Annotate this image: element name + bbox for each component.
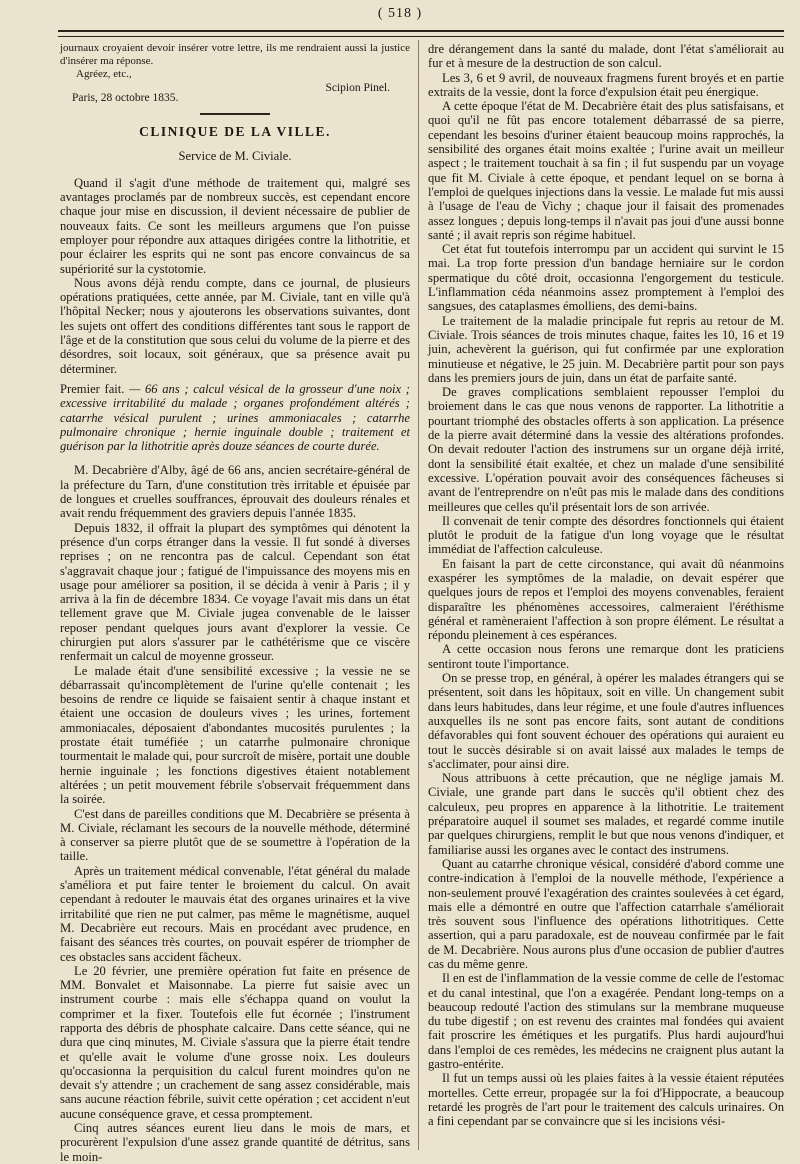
paragraph: Les 3, 6 et 9 avril, de nouveaux fragmens furent broyés et en partie extraits de la vessie, dont la force d'expulsion était peu énergique. bbox=[428, 70, 784, 99]
letter-salutation: Agréez, etc., bbox=[76, 67, 132, 80]
paragraph: Quant au catarrhe chronique vésical, considéré d'abord comme une contre-indication à l'emploi de la nouvelle méthode, l'expérience a non-seulement prouvé l'exagération des craintes soulevées à cet égard, mais elle a démontré en outre que l'affection catarrhale s'améliorait très souvent sous l'influence des opérations lithotritiques. Cette assertion, qui a paru paradoxale, est de nouveau confirmée par le fait de M. Decabrière. Nous aurons plus d'une occasion de publier d'autres cas du même genre. bbox=[428, 856, 784, 971]
paragraph: Cinq autres séances eurent lieu dans le mois de mars, et procurèrent l'expulsion d'une assez grande quantité de détritus, sans le moin- bbox=[60, 1121, 410, 1164]
paragraph: C'est dans de pareilles conditions que M. Decabrière se présenta à M. Civiale, réclamant les secours de la nouvelle méthode, déterminé à conserver sa pierre plutôt que de se soumettre à l'opération de la taille. bbox=[60, 806, 410, 864]
section-subtitle: Service de M. Civiale. bbox=[178, 149, 292, 164]
paragraph: Il convenait de tenir compte des désordres fonctionnels qui étaient plutôt le produit de la fatigue d'un long voyage que le résultat immédiat de l'affection calculeuse. bbox=[428, 513, 784, 557]
paragraph: A cette occasion nous ferons une remarque dont les praticiens sentiront toute l'importance. bbox=[428, 642, 784, 671]
letter-place-date: Paris, 28 octobre 1835. bbox=[72, 92, 179, 105]
case-label: Premier fait. bbox=[60, 381, 125, 396]
paragraph: De graves complications semblaient repousser l'emploi du broiement dans le cas que nous venons de rapporter. La lithotritie a pourtant triomphé des obstacles offerts à son application. La présence de la pierre avait déterminé dans la vessie des altérations profondes. On devait redouter l'action des instrumens sur un organe déjà irrité, dont la sensibilité était exaltée, et chez un malade d'une sensibilité excessive. L'opération pouvait avoir des conséquences fâcheuses si avant de l'entreprendre on n'eût pas mis le malade dans des conditions meilleures que celles qu'il présentait lors de son arrivée. bbox=[428, 385, 784, 514]
case-summary bbox=[60, 382, 410, 453]
paragraph: Nous attribuons à cette précaution, que ne néglige jamais M. Civiale, une grande part dans le succès qu'il obtient chez des calculeux, peu propres en apparence à la lithotritie. Le traitement préparatoire auquel il soumet ses malades, et regardé comme inutile par quelques chirurgiens, remplit le but que nous venons d'indiquer, et familiarise aussi les organes avec le contact des instrumens. bbox=[428, 771, 784, 857]
header-rule bbox=[58, 30, 784, 37]
section-title: CLINIQUE DE LA VILLE. bbox=[139, 124, 331, 140]
paragraph: Le malade était d'une sensibilité excessive ; la vessie ne se débarrassait qu'incomplètement de l'urine qu'elle contenait ; les besoins de rendre ce liquide se faisaient sentir à chaque instant et étaient une occasion de douleurs vives ; les urines, fortement ammoniacales, déposaient d'abondantes mucosités purulentes ; la prostate était tuméfiée ; un catarrhe pulmonaire chronique tourmentait le malade qui, pour surcroît de misère, portait une double hernie inguinale ; les fonctions digestives étaient notablement altérées ; un petit mouvement fébrile s'observait fréquemment dans la soirée. bbox=[60, 663, 410, 807]
paragraph: A cette époque l'état de M. Decabrière était des plus satisfaisans, et quoi qu'il ne fût pas encore totalement débarrassé de sa pierre, cependant les besoins d'uriner étaient beaucoup moins rapprochés, la sensibilité des organes était moins exaltée ; l'urine avait un meilleur aspect ; le traitement touchait à sa fin ; il fut suspendu par un voyage que fit M. Civiale à cette époque, et pendant lequel on se borna à l'emploi de quelques injections dans la vessie. Le malade fut mis aussi à l'usage de l'eau de Vichy ; chaque jour il faisait des promenades assez longues ; depuis long-temps il n'avait pas joui d'une aussi bonne santé ; il avait repris son régime habituel. bbox=[428, 99, 784, 242]
paragraph: Après un traitement médical convenable, l'état général du malade s'améliora et put faire tenter le broiement du calcul. On avait cependant à redouter le mauvais état des organes urinaires et la vive irritabilité que rien ne put calmer, pas même le magnétisme, auquel M. Decabrière eut recours. Mais en procédant avec prudence, en faisant des séances très courtes, on pouvait espérer de triompher de ces obstacles sans accident fâcheux. bbox=[60, 863, 410, 964]
paragraph: Quand il s'agit d'une méthode de traitement qui, malgré ses avantages proclamés par de nombreux succès, est cependant encore chaque jour mise en discussion, il devient nécessaire de publier de nouveaux faits. Ce sont les meilleurs argumens que l'on puisse employer pour répondre aux attaques dirigées contre la lithotritie, et pour éclairer les esprits qui ne sont pas encore convaincus de sa supériorité sur la cystotomie. bbox=[60, 175, 410, 276]
paragraph: On se presse trop, en général, à opérer les malades étrangers qui se présentent, soit dans les hôpitaux, soit en ville. Un changement subit dans leurs habitudes, dans leur régime, et une foule d'autres influences auxquelles ils ne sont pas encore faits, sont autant de conditions défavorables qui font souvent échouer des opérations qui auraient eu tout le succès désirable si on avait laissé aux malades le temps de s'acclimater, pour ainsi dire. bbox=[428, 671, 784, 771]
paragraph: Il en est de l'inflammation de la vessie comme de celle de l'estomac et du canal intestinal, que l'on a exagérée. Pendant long-temps on a beaucoup redouté l'action des stimulans sur la membrane muqueuse du tube digestif ; on est revenu des craintes mal fondées qui avaient fait proscrire les émétiques et les purgatifs. Plus hardi aujourd'hui dans l'emploi de ces remèdes, les médecins ne craignent plus autant la gastro-entérite. bbox=[428, 971, 784, 1072]
letter-signature: Scipion Pinel. bbox=[325, 82, 390, 95]
left-column bbox=[60, 42, 410, 1164]
right-column bbox=[428, 42, 784, 1129]
paragraph: En faisant la part de cette circonstance, qui avait dû néanmoins exaspérer les symptômes de la maladie, on devait espérer que quelques jours de repos et l'emploi des moyens convenables, feraient disparaître les phénomènes accessoires, calmeraient l'éréthisme général et ramèneraient l'affection à son propre élément. Le résultat a répondu pleinement à ces espérances. bbox=[428, 556, 784, 643]
letter-closing-text: journaux croyaient devoir insérer votre lettre, ils me rendraient aussi la justice d'insérer ma réponse. bbox=[60, 42, 410, 67]
paragraph: Cet état fut toutefois interrompu par un accident qui survint le 15 mai. La trop forte pression d'un bandage herniaire sur le cordon spermatique du côté droit, occasionna l'engorgement du testicule. L'inflammation céda néanmoins assez promptement à l'emploi des sangsues, des cataplasmes émolliens, des demi-bains. bbox=[428, 242, 784, 314]
page-number: ( 518 ) bbox=[377, 6, 423, 21]
column-divider bbox=[418, 40, 419, 1150]
paragraph: Depuis 1832, il offrait la plupart des symptômes qui dénotent la présence d'un corps étranger dans la vessie. Il fut sondé à diverses reprises ; on ne rencontra pas de calcul. Cependant son état s'aggravait chaque jour ; fatigué de l'impuissance des moyens mis en usage pour améliorer sa position, il se décida à venir à Paris ; il y arriva à la fin de décembre 1834. Ce voyage l'avait mis dans un état tellement grave que M. Civiale jugea convenable de le laisser reposer pendant quelques jours avant d'explorer la vessie. Ce chirurgien put alors s'assurer par le cathétérisme que ce viscère renfermait un calcul de moyenne grosseur. bbox=[60, 520, 410, 664]
paragraph: Nous avons déjà rendu compte, dans ce journal, de plusieurs opérations pratiquées, cette année, par M. Civiale, tant en ville qu'à l'hôpital Necker; nous y ajouterons les observations suivantes, dont les sujets ont offert des conditions différentes tant sous le rapport de l'âge et de la constitution que sous celui du volume de la pierre et des désordres, soit locaux, soit généraux, que sa présence avait pu déterminer. bbox=[60, 275, 410, 376]
paragraph: M. Decabrière d'Alby, âgé de 66 ans, ancien secrétaire-général de la préfecture du Tarn, d'une constitution très irritable et épuisée par de longues et cruelles souffrances, éprouvait des douleurs rénales et avait rendu fréquemment des graviers depuis l'année 1835. bbox=[60, 463, 410, 521]
paragraph: Il fut un temps aussi où les plaies faites à la vessie étaient réputées mortelles. Cette erreur, propagée sur la foi d'Hippocrate, a beaucoup retardé les progrès de l'art pour le traitement des calculs urinaires. On a fini cependant par se convaincre que si les incisions vési- bbox=[428, 1071, 784, 1129]
section-rule bbox=[200, 113, 270, 115]
paragraph: dre dérangement dans la santé du malade, dont l'état s'améliorait au fur et à mesure de la destruction de son calcul. bbox=[428, 42, 784, 71]
paragraph: Le 20 février, une première opération fut faite en présence de MM. Bonvalet et Maisonnabe. La pierre fut saisie avec un instrument courbe : mais elle s'échappa quand on voulut la comprimer et la fixer. Toutefois elle fut écornée ; l'instrument rapporta des débris de phosphate calcaire. Dans cette séance, qui ne dura que cinq minutes, M. Civiale s'assura que la pierre était tendre et qu'elle avait le volume d'une grosse noix. Les douleurs qu'occasionna la perquisition du calcul furent moindres qu'on ne devait s'y attendre ; un crachement de sang assez considérable, mais sans aucune réaction fébrile, suivit cette opération ; cet accident n'eut aucune conséquence grave, et cessa promptement. bbox=[60, 963, 410, 1121]
letter-end bbox=[60, 42, 410, 105]
case-summary-text: — 66 ans ; calcul vésical de la grosseur d'une noix ; excessive irritabilité du malade ; organes profondément altérés ; catarrhe vésical purulent ; urines ammoniacales ; catarrhe pulmonaire chronique ; hernie inguinale double ; traitement et guérison par la lithotritie après douze séances de courte durée. bbox=[60, 381, 410, 454]
paragraph: Le traitement de la maladie principale fut repris au retour de M. Civiale. Trois séances de trois minutes chaque, faites les 10, 16 et 19 juin, achevèrent la guérison, qui fut confirmée par une exploration minutieuse et négative, le 25 juin. M. Decabrière partit pour son pays dans les premiers jours de juin, dans un état de parfaite santé. bbox=[428, 313, 784, 385]
signature-line bbox=[60, 82, 410, 105]
